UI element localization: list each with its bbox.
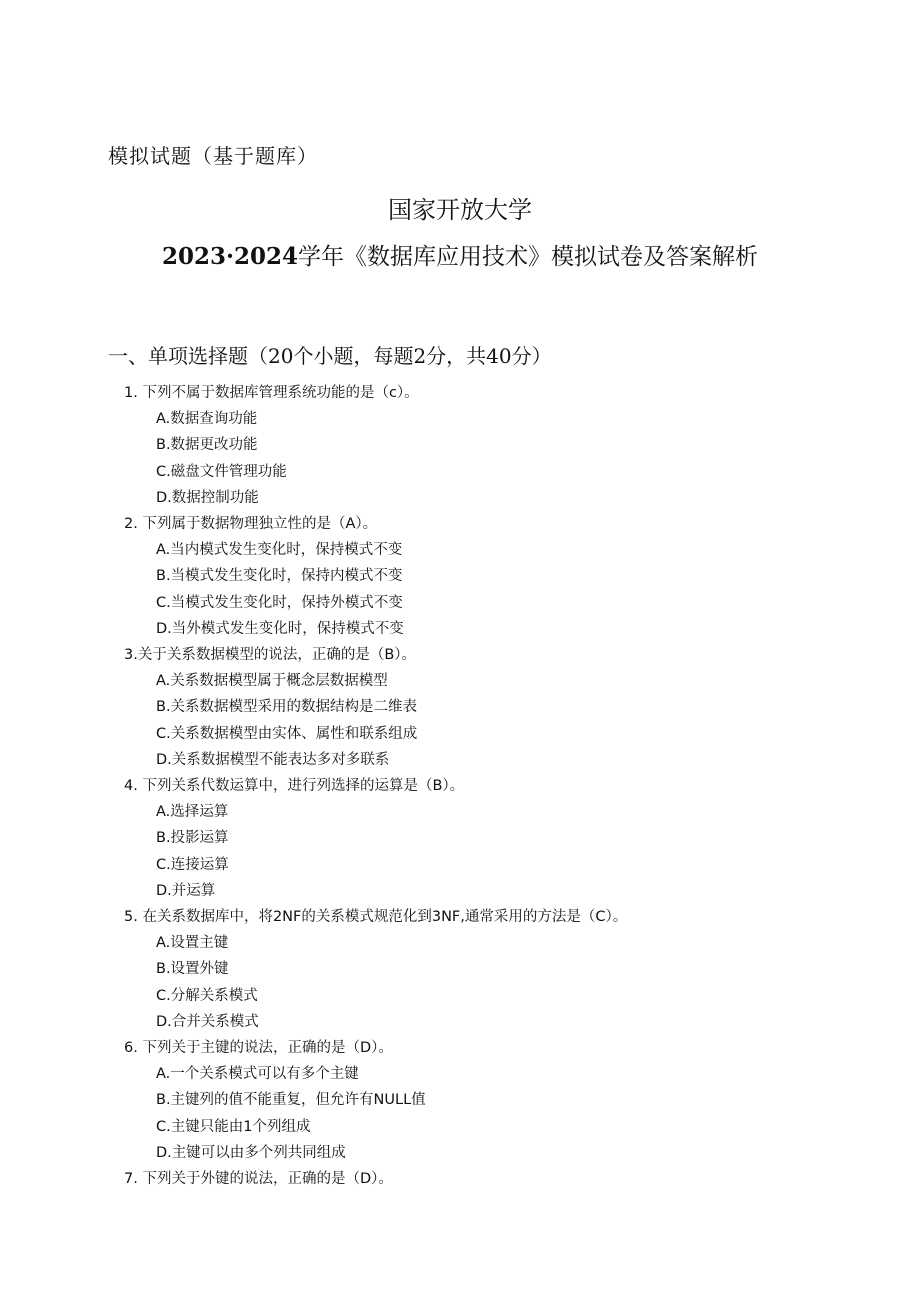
section-title: 一、单项选择题（20个小题，每题2分，共40分） bbox=[108, 344, 552, 368]
answer-option: A.数据查询功能 bbox=[156, 411, 258, 428]
question-text: 2. 下列属于数据物理独立性的是（A）。 bbox=[124, 516, 378, 533]
answer-option: B.设置外键 bbox=[156, 961, 229, 978]
question-item bbox=[124, 904, 864, 1035]
answer-option: A.关系数据模型属于概念层数据模型 bbox=[156, 673, 388, 690]
answer-option: C.连接运算 bbox=[156, 856, 229, 873]
question-text: 4. 下列关系代数运算中，进行列选择的运算是（B）。 bbox=[124, 778, 465, 795]
question-item bbox=[124, 773, 864, 904]
question-text: 5. 在关系数据库中，将2NF的关系模式规范化到3NF,通常采用的方法是（C）。 bbox=[124, 909, 628, 926]
answer-option: A.设置主键 bbox=[156, 935, 229, 952]
answer-option: A.选择运算 bbox=[156, 804, 229, 821]
question-item bbox=[124, 642, 864, 773]
answer-option: C.磁盘文件管理功能 bbox=[156, 463, 287, 480]
exam-title-text: 学年《数据库应用技术》模拟试卷及答案解析 bbox=[298, 244, 759, 270]
question-item bbox=[124, 380, 864, 511]
exam-year: 2023·2024 bbox=[161, 243, 299, 270]
answer-option: D.当外模式发生变化时，保持模式不变 bbox=[156, 620, 404, 637]
answer-option: B.关系数据模型采用的数据结构是二维表 bbox=[156, 699, 418, 716]
question-text: 1. 下列不属于数据库管理系统功能的是（c）。 bbox=[124, 385, 419, 401]
document-label: 模拟试题（基于题库） bbox=[108, 144, 318, 168]
answer-option: D.并运算 bbox=[156, 882, 216, 899]
answer-option: C.分解关系模式 bbox=[156, 987, 258, 1004]
university-name: 国家开放大学 bbox=[388, 196, 532, 224]
question-list bbox=[124, 380, 864, 1192]
question-text: 7. 下列关于外键的说法，正确的是（D）。 bbox=[124, 1171, 393, 1188]
answer-option: B.当模式发生变化时，保持内模式不变 bbox=[156, 568, 403, 585]
answer-option: D.合并关系模式 bbox=[156, 1013, 259, 1030]
answer-option: B.数据更改功能 bbox=[156, 437, 258, 454]
answer-option: B.投影运算 bbox=[156, 830, 229, 847]
answer-option: C.关系数据模型由实体、属性和联系组成 bbox=[156, 725, 418, 742]
exam-title bbox=[0, 238, 920, 271]
answer-option: D.数据控制功能 bbox=[156, 489, 259, 506]
university-title bbox=[0, 190, 920, 225]
question-item bbox=[124, 1166, 864, 1192]
question-item bbox=[124, 1035, 864, 1166]
answer-option: D.关系数据模型不能表达多对多联系 bbox=[156, 751, 390, 768]
answer-option: A.当内模式发生变化时，保持模式不变 bbox=[156, 542, 403, 559]
question-item bbox=[124, 511, 864, 642]
question-text: 3.关于关系数据模型的说法，正确的是（B）。 bbox=[124, 647, 417, 664]
answer-option: C.主键只能由1个列组成 bbox=[156, 1118, 311, 1135]
answer-option: B.主键列的值不能重复，但允许有NULL值 bbox=[156, 1092, 426, 1109]
answer-option: D.主键可以由多个列共同组成 bbox=[156, 1144, 346, 1161]
question-text: 6. 下列关于主键的说法，正确的是（D）。 bbox=[124, 1040, 393, 1057]
answer-option: A.一个关系模式可以有多个主键 bbox=[156, 1066, 359, 1083]
answer-option: C.当模式发生变化时，保持外模式不变 bbox=[156, 594, 403, 611]
